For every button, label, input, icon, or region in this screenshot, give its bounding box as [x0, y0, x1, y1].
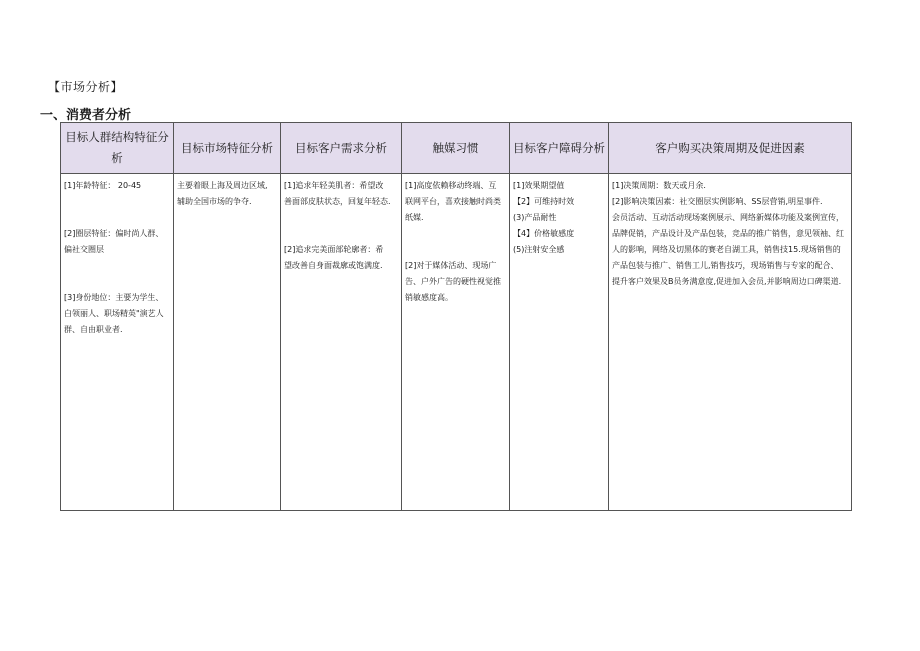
cell-text: 品牌促销，产品设计及产品包装，竞品的推广销售，意见领袖、红: [612, 229, 844, 238]
cell-text: 主要着眼上海及周边区域,: [177, 181, 268, 190]
cell-text: 会员活动、互动活动现场案例展示、网络新媒体功能及案例宣传，: [612, 213, 844, 222]
cell-text: [2]追求完美面部轮廓者：希: [284, 245, 384, 254]
cell-text: [2]对于媒体活动、现场广: [405, 261, 497, 270]
cell-text: 纸媒.: [405, 213, 424, 222]
header-customer-obstacles: 目标客户障碍分析: [510, 123, 609, 174]
cell-text: [1]决策周期：数天或月余.: [612, 181, 706, 190]
cell-text: 联网平台，喜欢接触时尚类: [405, 197, 501, 206]
cell-text: 【4】价格敏感度: [513, 229, 575, 238]
cell-media-habits: [402, 174, 510, 511]
header-target-market: 目标市场特征分析: [174, 123, 281, 174]
cell-text: [1]效果期望值: [513, 181, 565, 190]
cell-text: 告、户外广告的硬性视觉推: [405, 277, 501, 286]
cell-text: [3]身份地位：主要为学生、: [64, 293, 164, 302]
cell-text: [1]年龄特征： 20-45: [64, 181, 142, 190]
cell-text: 群、自由职业者.: [64, 325, 123, 334]
cell-text: 善面部皮肤状态，回复年轻态.: [284, 197, 391, 206]
consumer-analysis-table: [60, 122, 852, 511]
cell-target-group-structure: [61, 174, 174, 511]
header-target-group-structure: 目标人群结构特征分析: [61, 123, 174, 174]
cell-text: 人的影响，网络及切黑体的赛老自湖工具，销售技15.现场销售的: [612, 245, 841, 254]
section-tag: 【市场分析】: [48, 80, 124, 94]
cell-text: 销敏感度高。: [405, 293, 453, 302]
header-purchase-decision: 客户购买决策周期及促进因素: [609, 123, 852, 174]
table-header-row: [61, 123, 852, 174]
cell-text: 白领丽人、职场精英"演艺人: [64, 309, 164, 318]
cell-customer-obstacles: [510, 174, 609, 511]
cell-text: [2]影响决策因素：社交圈层实例影响、SS层营销,明星事件.: [612, 197, 823, 206]
cell-text: 偏社交圈层: [64, 245, 104, 254]
cell-purchase-decision: [609, 174, 852, 511]
cell-target-market: [174, 174, 281, 511]
cell-text: [1]高度依赖移动终端、互: [405, 181, 497, 190]
table-row: [61, 174, 852, 511]
cell-text: (5)注射安全感: [513, 245, 565, 254]
cell-text: 辅助全国市场的争夺.: [177, 197, 252, 206]
cell-text: [1]追求年轻美肌者：希望改: [284, 181, 384, 190]
section-title: 一、消费者分析: [40, 108, 132, 123]
cell-text: 望改善自身面裁廓或饱满度.: [284, 261, 383, 270]
header-customer-needs: 目标客户需求分析: [281, 123, 402, 174]
cell-text: 【2】可维持时效: [513, 197, 575, 206]
header-media-habits: 触媒习惯: [402, 123, 510, 174]
cell-text: 提升客户效果及B员务满意度,促进加入会员,并影响周边口碑渠道.: [612, 277, 842, 286]
cell-customer-needs: [281, 174, 402, 511]
cell-text: [2]圈层特征：偏时尚人群、: [64, 229, 164, 238]
cell-text: 产品包装与推广、销售工儿,销售技巧，现场销售与专家的配合、: [612, 261, 839, 270]
cell-text: (3)产品耐性: [513, 213, 557, 222]
